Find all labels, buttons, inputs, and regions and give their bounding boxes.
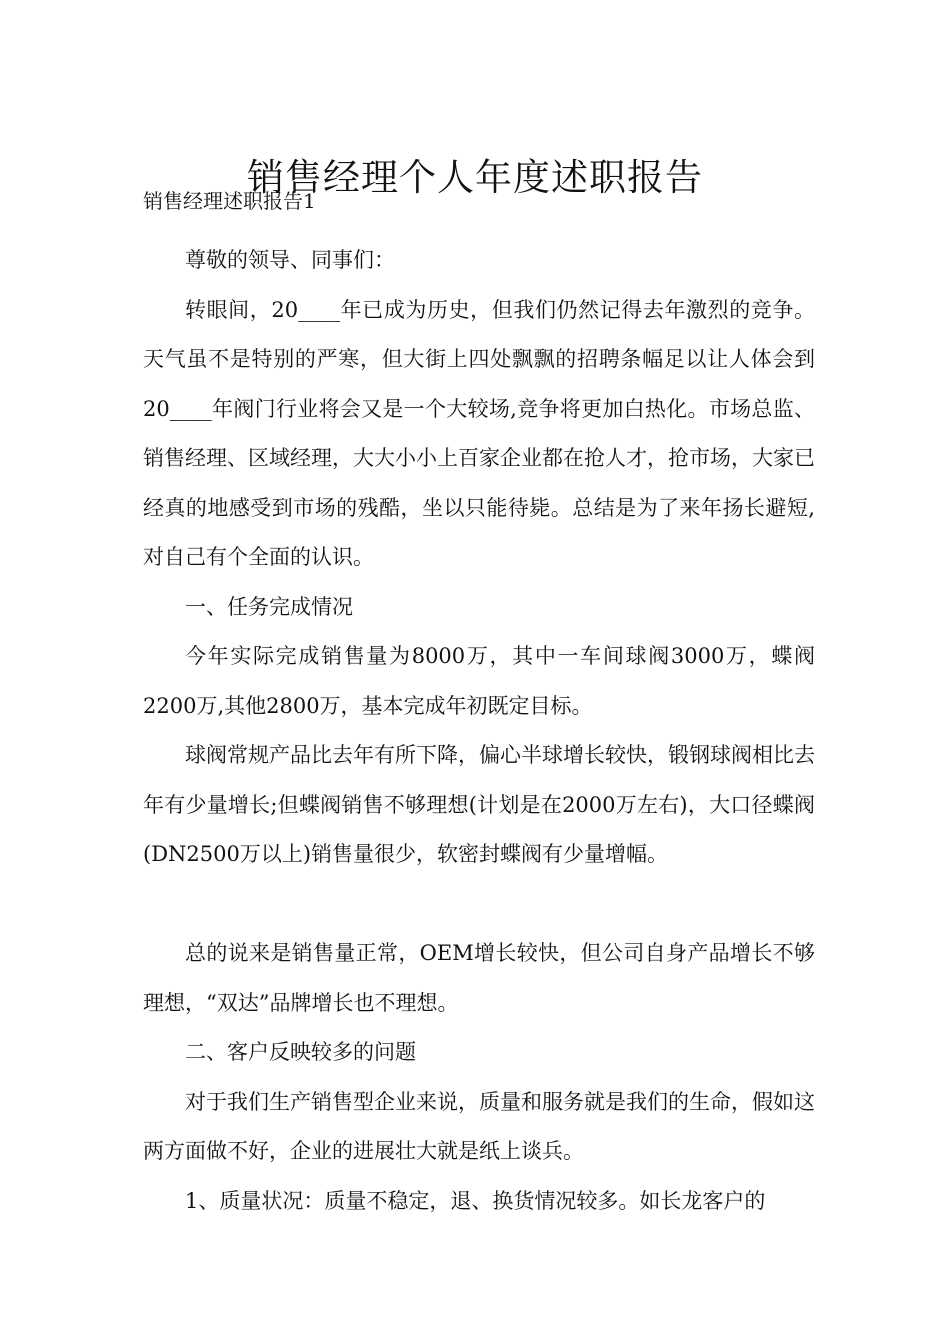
quality-service-paragraph: 对于我们生产销售型企业来说，质量和服务就是我们的生命，假如这两方面做不好，企业的进展壮大就是纸上谈兵。 <box>143 1089 815 1163</box>
quality-status-paragraph: 1、质量状况：质量不稳定，退、换货情况较多。如长龙客户的 <box>185 1188 766 1213</box>
document-title: 销售经理个人年度述职报告 <box>247 155 703 199</box>
summary-paragraph: 总的说来是销售量正常，OEM增长较快，但公司自身产品增长不够理想，“双达”品牌增长也不理想。 <box>143 941 815 1015</box>
document-body <box>143 236 815 1226</box>
greeting-paragraph: 尊敬的领导、同事们： <box>185 248 395 272</box>
product-analysis-paragraph: 球阀常规产品比去年有所下降，偏心半球增长较快，锻钢球阀相比去年有少量增长;但蝶阀销售不够理想(计划是在2000万左右)，大口径蝶阀(DN2500万以上)销售量很少，软密封蝶阀有少量增幅。 <box>143 743 815 866</box>
sales-figures-paragraph: 今年实际完成销售量为8000万，其中一车间球阀3000万，蝶阀2200万,其他2800万，基本完成年初既定目标。 <box>143 644 815 718</box>
intro-paragraph: 转眼间，20____年已成为历史，但我们仍然记得去年激烈的竞争。天气虽不是特别的严寒，但大街上四处飘飘的招聘条幅足以让人体会到20____年阀门行业将会又是一个大较场,竞争将更加白热化。市场总监、销售经理、区域经理，大大小小上百家企业都在抢人才，抢市场，大家已经真的地感受到市场的残酷，坐以只能待毙。总结是为了来年扬长避短,对自己有个全面的认识。 <box>143 297 815 569</box>
section-heading-task-completion: 一、任务完成情况 <box>185 594 353 619</box>
blank-line <box>143 880 815 930</box>
document-subtitle: 销售经理述职报告1 <box>143 189 316 213</box>
section-heading-customer-issues: 二、客户反映较多的问题 <box>185 1040 416 1064</box>
